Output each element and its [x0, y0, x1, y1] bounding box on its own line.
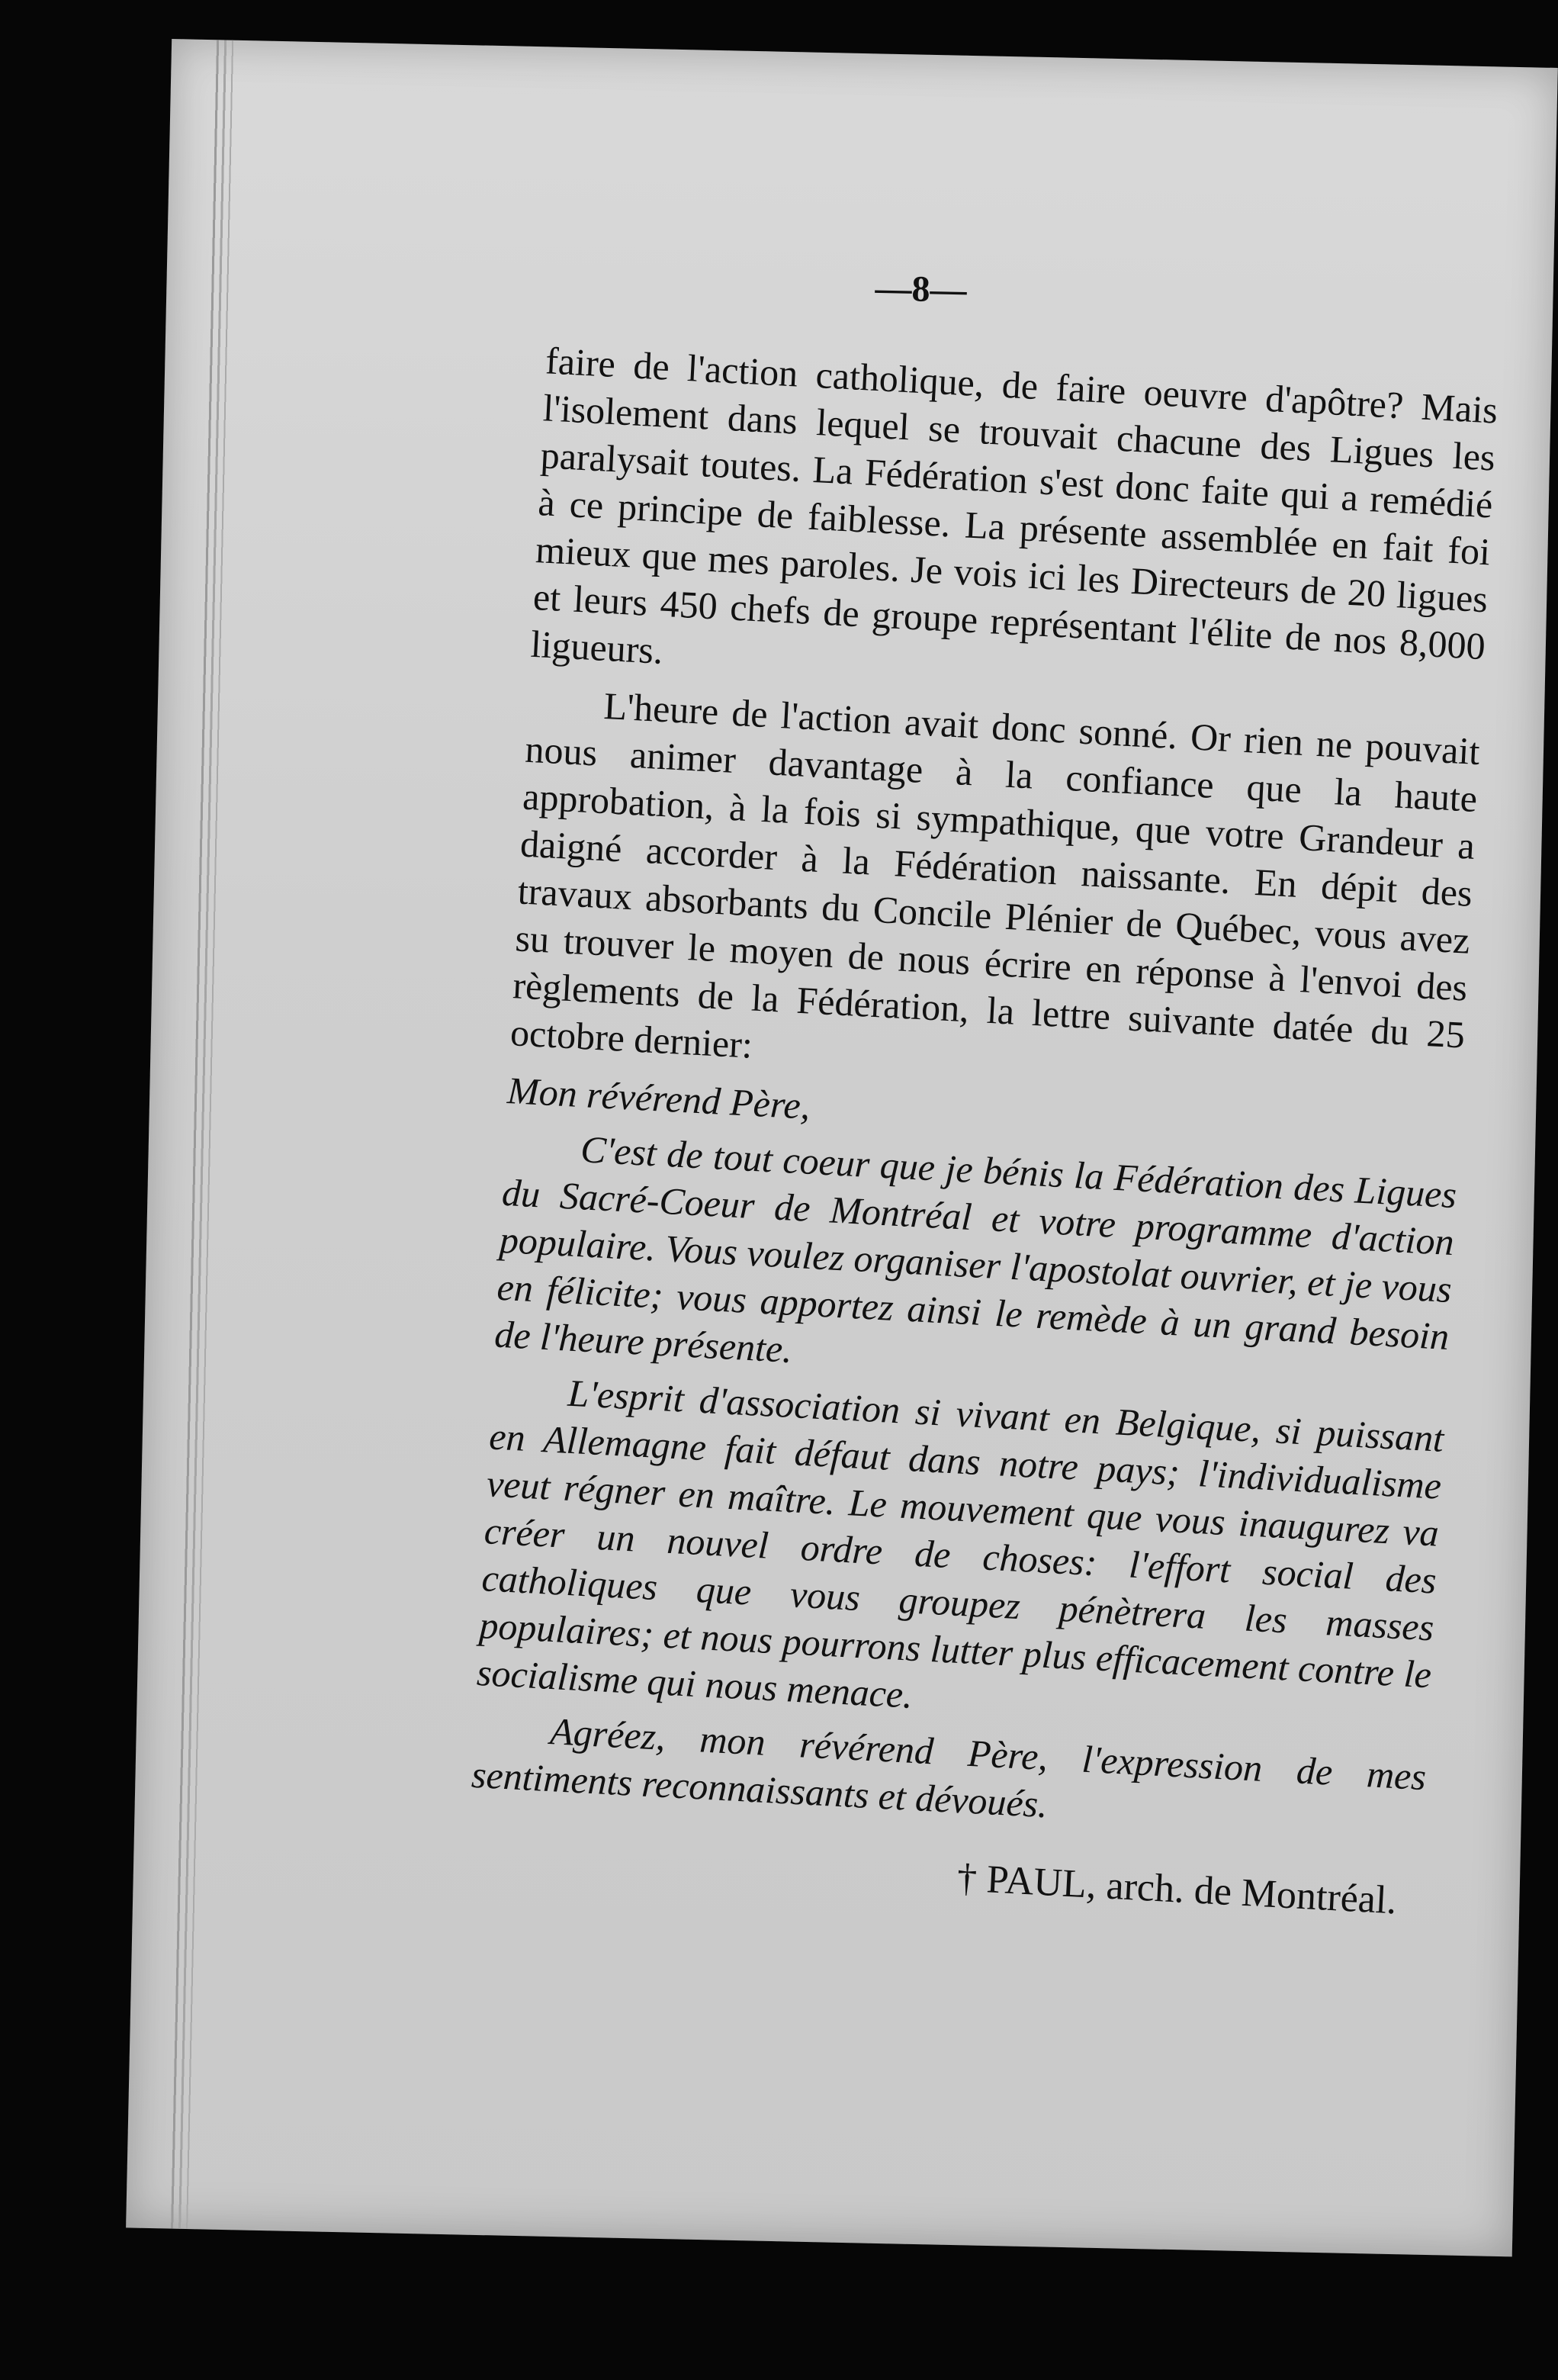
letter-salutation: Mon révérend Père,	[506, 1069, 811, 1127]
book-page	[126, 39, 1558, 2256]
page-number: —8—	[875, 268, 968, 310]
letter-paragraph-3: Agréez, mon révérend Père, l'expression de mes sentiments reconnaissants et dévoués.	[470, 1709, 1428, 1826]
letter-paragraph-1: C'est de tout coeur que je bénis la Fédération des Ligues du Sacré-Coeur de Montréal et votre programme d'action populaire. Vous voulez organiser l'apostolat ouvrier, et je vous en félicite; vous apportez ainsi le remède à un grand besoin de l'heure présente.	[493, 1127, 1458, 1371]
page-body	[466, 336, 1499, 1927]
quoted-letter	[471, 1066, 1461, 1848]
letter-signature: † PAUL, arch. de Montréal.	[956, 1856, 1398, 1923]
page-binding-edge	[168, 40, 244, 2229]
body-paragraph-2: L'heure de l'action avait donc sonné. Or rien ne pouvait nous animer davantage à la confiance que la haute approbation, à la fois si sympathique, que votre Grandeur a daigné accorder à la Fédération naissante. En dépit des travaux absorbants du Concile Plénier de Québec, vous avez su trouver le moyen de nous écrire en réponse à l'envoi des règlements de la Fédération, la lettre suivante datée du 25 octobre dernier:	[509, 683, 1481, 1066]
letter-paragraph-2: L'esprit d'association si vivant en Belgique, si puissant en Allemagne fait défaut dans notre pays; l'individualisme veut régner en maître. Le mouvement que vous inaugurez va créer un nouvel ordre de choses: l'effort social des catholiques que vous groupez pénètrera les masses populaires; et nous pourrons lutter plus efficacement contre le socialisme qui nous menace.	[475, 1371, 1445, 1716]
body-paragraph-1: faire de l'action catholique, de faire oeuvre d'apôtre? Mais l'isolement dans lequel se trouvait chacune des Ligues les paralysait toutes. La Fédération s'est donc faite qui a remédié à ce principe de faiblesse. La présente assemblée en fait foi mieux que mes paroles. Je vois ici les Directeurs de 20 ligues et leurs 450 chefs de groupe représentant l'élite de nos 8,000 ligueurs.	[529, 339, 1499, 672]
